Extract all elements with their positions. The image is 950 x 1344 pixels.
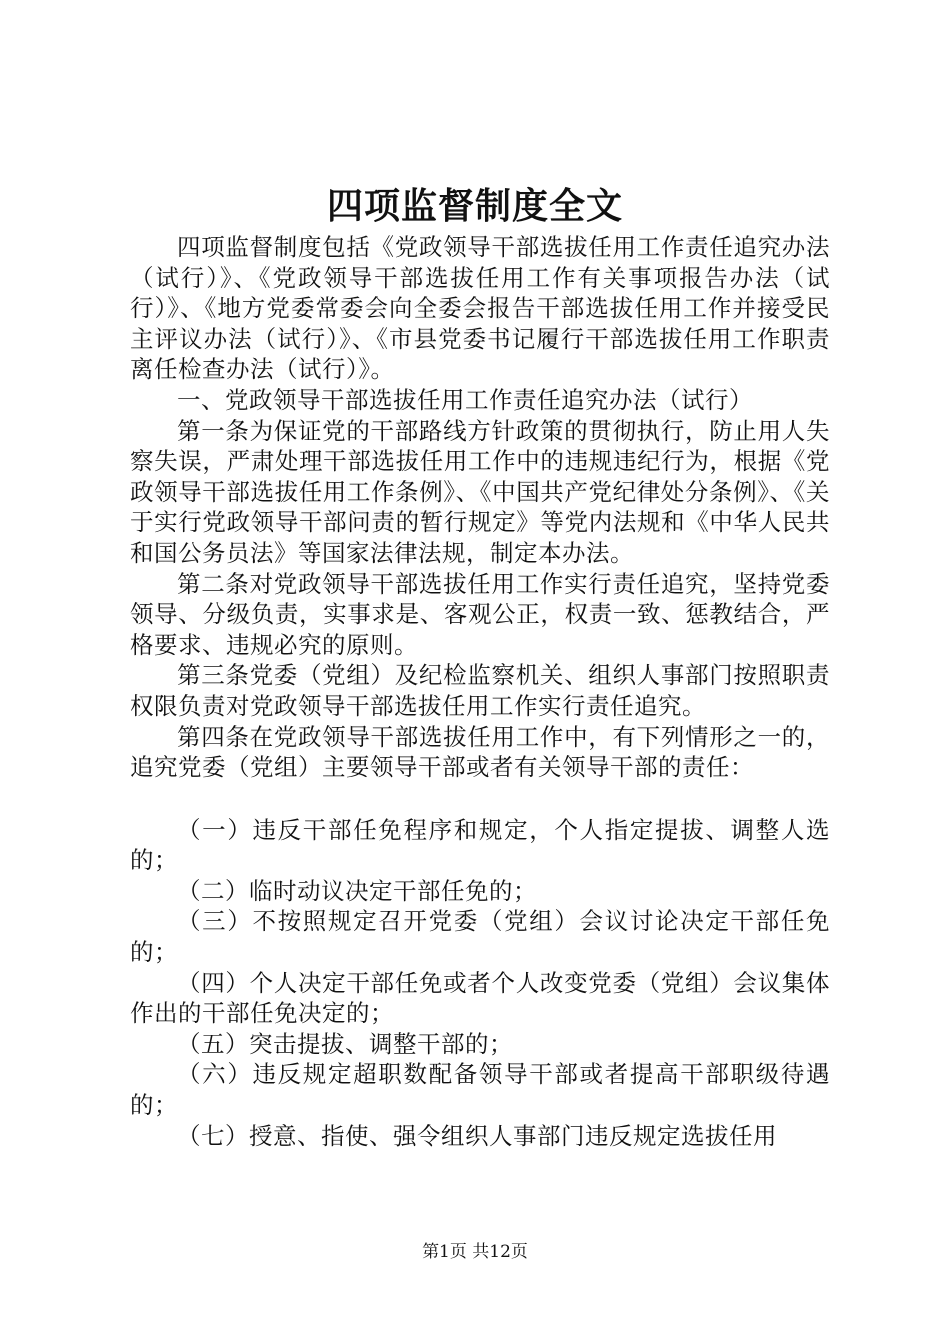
paragraph-intro: 四项监督制度包括《党政领导干部选拔任用工作责任追究办法（试行）》、《党政领导干部选拔任用工作有关事项报告办法（试行）》、《地方党委常委会向全委会报告干部选拔任用工作并接受民主评议办法（试行）》、《市县党委书记履行干部选拔任用工作职责离任检查办法（试行）》。 bbox=[130, 233, 830, 384]
paragraph-article-2: 第二条对党政领导干部选拔任用工作实行责任追究，坚持党委领导、分级负责，实事求是、客观公正，权责一致、惩教结合，严格要求、违规必究的原则。 bbox=[130, 569, 830, 659]
paragraph-article-3: 第三条党委（党组）及纪检监察机关、组织人事部门按照职责权限负责对党政领导干部选拔任用工作实行责任追究。 bbox=[130, 661, 830, 720]
list-item-4: （四）个人决定干部任免或者个人改变党委（党组）会议集体作出的干部任免决定的； bbox=[130, 968, 830, 1028]
document-body bbox=[130, 232, 830, 1151]
paragraph-article-1: 第一条为保证党的干部路线方针政策的贯彻执行，防止用人失察失误，严肃处理干部选拔任用工作中的违规违纪行为，根据《党政领导干部选拔任用工作条例》、《中国共产党纪律处分条例》、《关于实行党政领导干部问责的暂行规定》等党内法规和《中华人民共和国公务员法》等国家法律法规，制定本办法。 bbox=[130, 416, 830, 567]
document-title: 四项监督制度全文 bbox=[326, 185, 623, 227]
paragraph-article-4: 第四条在党政领导干部选拔任用工作中，有下列情形之一的，追究党委（党组）主要领导干部或者有关领导干部的责任： bbox=[130, 722, 830, 782]
list-item-7: （七）授意、指使、强令组织人事部门违反规定选拔任用 bbox=[177, 1121, 777, 1150]
list-item-1: （一）违反干部任免程序和规定，个人指定提拔、调整人选的； bbox=[130, 815, 830, 875]
list-item-6: （六）违反规定超职数配备领导干部或者提高干部职级待遇的； bbox=[130, 1060, 830, 1120]
list-item-2: （二）临时动议决定干部任免的； bbox=[177, 876, 537, 905]
list-item-3: （三）不按照规定召开党委（党组）会议讨论决定干部任免的； bbox=[130, 907, 830, 967]
page-number: 第1页 共12页 bbox=[422, 1242, 528, 1262]
list-item-5: （五）突击提拔、调整干部的； bbox=[177, 1029, 513, 1058]
paragraph-section-heading: 一、党政领导干部选拔任用工作责任追究办法（试行） bbox=[177, 385, 753, 414]
